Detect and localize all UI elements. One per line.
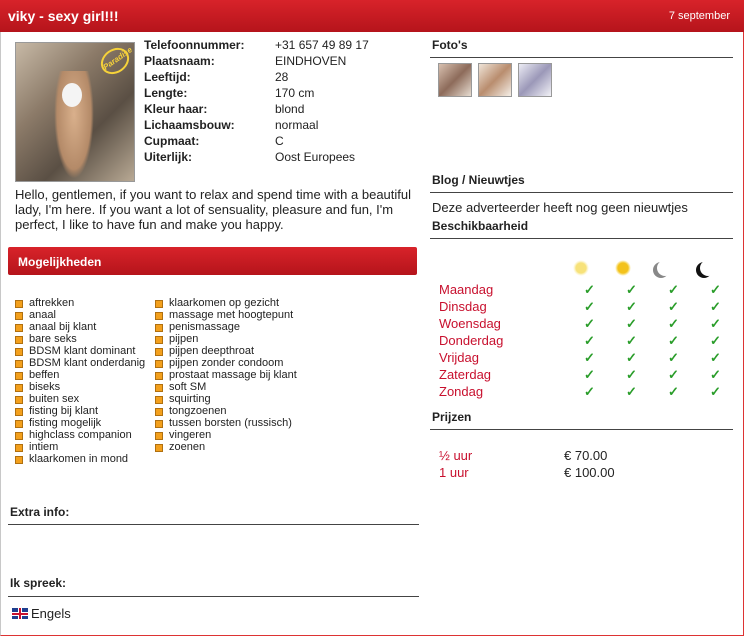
bullet-icon — [155, 360, 163, 368]
check-icon: ✓ — [710, 384, 721, 399]
option-label: fisting bij klant — [29, 405, 99, 417]
option-label: intiem — [29, 441, 59, 453]
bullet-icon — [155, 384, 163, 392]
option-label: highclass companion — [29, 429, 132, 441]
bullet-icon — [15, 348, 23, 356]
evening-moon-icon — [657, 260, 673, 276]
bullet-icon — [15, 396, 23, 404]
bullet-icon — [15, 372, 23, 380]
ad-date: 7 september — [668, 10, 730, 22]
availability-day: Maandag — [439, 282, 494, 297]
detail-value: 28 — [275, 70, 289, 84]
bullet-icon — [15, 432, 23, 440]
check-icon: ✓ — [710, 350, 721, 365]
bullet-icon — [155, 312, 163, 320]
check-icon: ✓ — [668, 299, 679, 314]
option-label: aftrekken — [29, 297, 75, 309]
detail-value: EINDHOVEN — [275, 54, 347, 68]
language-item — [12, 606, 71, 621]
check-icon: ✓ — [668, 367, 679, 382]
availability-divider — [430, 238, 733, 239]
bullet-icon — [15, 420, 23, 428]
availability-day: Zondag — [439, 384, 484, 399]
availability-day: Donderdag — [439, 333, 504, 348]
detail-value: 170 cm — [275, 86, 315, 100]
bullet-icon — [155, 432, 163, 440]
availability-day: Zaterdag — [439, 367, 492, 382]
option-label: tongzoenen — [169, 405, 227, 417]
check-icon: ✓ — [584, 350, 595, 365]
check-icon: ✓ — [626, 384, 637, 399]
price-duration: 1 uur — [439, 465, 469, 480]
detail-label: Telefoonnummer: — [144, 38, 245, 52]
photo-thumbnail-2[interactable] — [478, 63, 512, 97]
option-label: klaarkomen op gezicht — [169, 297, 280, 309]
detail-value: C — [275, 134, 284, 148]
bullet-icon — [155, 300, 163, 308]
blog-title: Blog / Nieuwtjes — [432, 173, 525, 187]
detail-value: blond — [275, 102, 305, 116]
detail-label: Uiterlijk: — [144, 150, 193, 164]
option-label: bare seks — [29, 333, 77, 345]
bullet-icon — [155, 420, 163, 428]
bullet-icon — [15, 324, 23, 332]
languages-divider — [8, 596, 419, 597]
check-icon: ✓ — [668, 333, 679, 348]
option-label: zoenen — [169, 441, 206, 453]
option-label: penismassage — [169, 321, 240, 333]
detail-row-phone — [144, 38, 434, 54]
uk-flag-icon — [12, 608, 28, 619]
photos-divider — [430, 57, 733, 58]
option-label: klaarkomen in mond — [29, 453, 129, 465]
price-duration: ½ uur — [439, 448, 473, 463]
detail-row-height — [144, 86, 434, 102]
price-amount: € 100.00 — [564, 465, 615, 480]
check-icon: ✓ — [584, 282, 595, 297]
bullet-icon — [155, 324, 163, 332]
check-icon: ✓ — [710, 333, 721, 348]
detail-row-age — [144, 70, 434, 86]
bullet-icon — [15, 360, 23, 368]
check-icon: ✓ — [710, 282, 721, 297]
availability-day: Woensdag — [439, 316, 501, 331]
bullet-icon — [155, 408, 163, 416]
bullet-icon — [155, 396, 163, 404]
detail-label: Kleur haar: — [144, 102, 208, 116]
morning-sun-icon — [573, 260, 589, 276]
night-moon-icon — [700, 260, 716, 276]
option-label: soft SM — [169, 381, 207, 393]
detail-row-city — [144, 54, 434, 70]
price-amount: € 70.00 — [564, 448, 608, 463]
profile-intro: Hello, gentlemen, if you want to relax and spend time with a beautiful lady, I'm here. If you want a lot of sensuality, pleasure and fun, I'm perfect, I like to have fun and make you happy. — [15, 187, 412, 232]
option-label: BDSM klant dominant — [29, 345, 136, 357]
check-icon: ✓ — [584, 299, 595, 314]
option-label: massage met hoogtepunt — [169, 309, 294, 321]
check-icon: ✓ — [668, 282, 679, 297]
availability-day: Dinsdag — [439, 299, 487, 314]
option-label: BDSM klant onderdanig — [29, 357, 146, 369]
detail-row-hair — [144, 102, 434, 118]
options-section-header: Mogelijkheden — [8, 247, 417, 275]
bullet-icon — [15, 408, 23, 416]
check-icon: ✓ — [710, 299, 721, 314]
availability-title: Beschikbaarheid — [432, 219, 529, 233]
option-label: biseks — [29, 381, 61, 393]
language-label: Engels — [31, 606, 71, 621]
check-icon: ✓ — [668, 384, 679, 399]
detail-value: Oost Europees — [275, 150, 356, 164]
bullet-icon — [15, 456, 23, 464]
detail-label: Cupmaat: — [144, 134, 200, 148]
page-header — [0, 0, 744, 32]
check-icon: ✓ — [626, 367, 637, 382]
check-icon: ✓ — [584, 316, 595, 331]
check-icon: ✓ — [584, 367, 595, 382]
option-label: prostaat massage bij klant — [169, 369, 297, 381]
detail-row-cup — [144, 134, 434, 150]
bullet-icon — [155, 336, 163, 344]
option-label: tussen borsten (russisch) — [169, 417, 292, 429]
prices-title: Prijzen — [432, 410, 472, 424]
check-icon: ✓ — [626, 316, 637, 331]
detail-row-appearance — [144, 150, 434, 166]
availability-day: Vrijdag — [439, 350, 479, 365]
photo-watermark: Paradise — [96, 43, 134, 80]
photo-thumbnail-1[interactable] — [438, 63, 472, 97]
bullet-icon — [15, 384, 23, 392]
detail-label: Lengte: — [144, 86, 188, 100]
detail-row-build — [144, 118, 434, 134]
check-icon: ✓ — [584, 333, 595, 348]
option-label: squirting — [169, 393, 211, 405]
check-icon: ✓ — [584, 384, 595, 399]
profile-photo[interactable] — [15, 42, 135, 182]
check-icon: ✓ — [626, 333, 637, 348]
afternoon-sun-icon — [615, 260, 631, 276]
check-icon: ✓ — [626, 299, 637, 314]
option-label: anaal — [29, 309, 56, 321]
option-label: anaal bij klant — [29, 321, 97, 333]
option-label: pijpen deepthroat — [169, 345, 255, 357]
option-label: fisting mogelijk — [29, 417, 102, 429]
languages-title: Ik spreek: — [10, 576, 67, 590]
check-icon: ✓ — [626, 350, 637, 365]
option-label: pijpen — [169, 333, 199, 345]
detail-label: Plaatsnaam: — [144, 54, 215, 68]
option-label: vingeren — [169, 429, 212, 441]
photos-title: Foto's — [432, 38, 468, 52]
check-icon: ✓ — [626, 282, 637, 297]
option-label: beffen — [29, 369, 60, 381]
check-icon: ✓ — [710, 367, 721, 382]
check-icon: ✓ — [710, 316, 721, 331]
photo-thumbnail-3[interactable] — [518, 63, 552, 97]
detail-value: normaal — [275, 118, 319, 132]
ad-title: viky - sexy girl!!! — [8, 8, 119, 24]
photo-face-blur — [62, 83, 82, 107]
blog-divider — [430, 192, 733, 193]
check-icon: ✓ — [668, 316, 679, 331]
check-icon: ✓ — [668, 350, 679, 365]
detail-value[interactable]: +31 657 49 89 17 — [275, 38, 369, 52]
bullet-icon — [15, 312, 23, 320]
detail-label: Lichaamsbouw: — [144, 118, 235, 132]
prices-divider — [430, 429, 733, 430]
bullet-icon — [155, 348, 163, 356]
bullet-icon — [15, 300, 23, 308]
extra-info-divider — [8, 524, 419, 525]
bullet-icon — [155, 444, 163, 452]
detail-label: Leeftijd: — [144, 70, 191, 84]
bullet-icon — [15, 336, 23, 344]
bullet-icon — [155, 372, 163, 380]
option-label: pijpen zonder condoom — [169, 357, 284, 369]
blog-empty-message: Deze adverteerder heeft nog geen nieuwtjes — [432, 200, 688, 215]
option-label: buiten sex — [29, 393, 80, 405]
extra-info-title: Extra info: — [10, 505, 70, 519]
bullet-icon — [15, 444, 23, 452]
